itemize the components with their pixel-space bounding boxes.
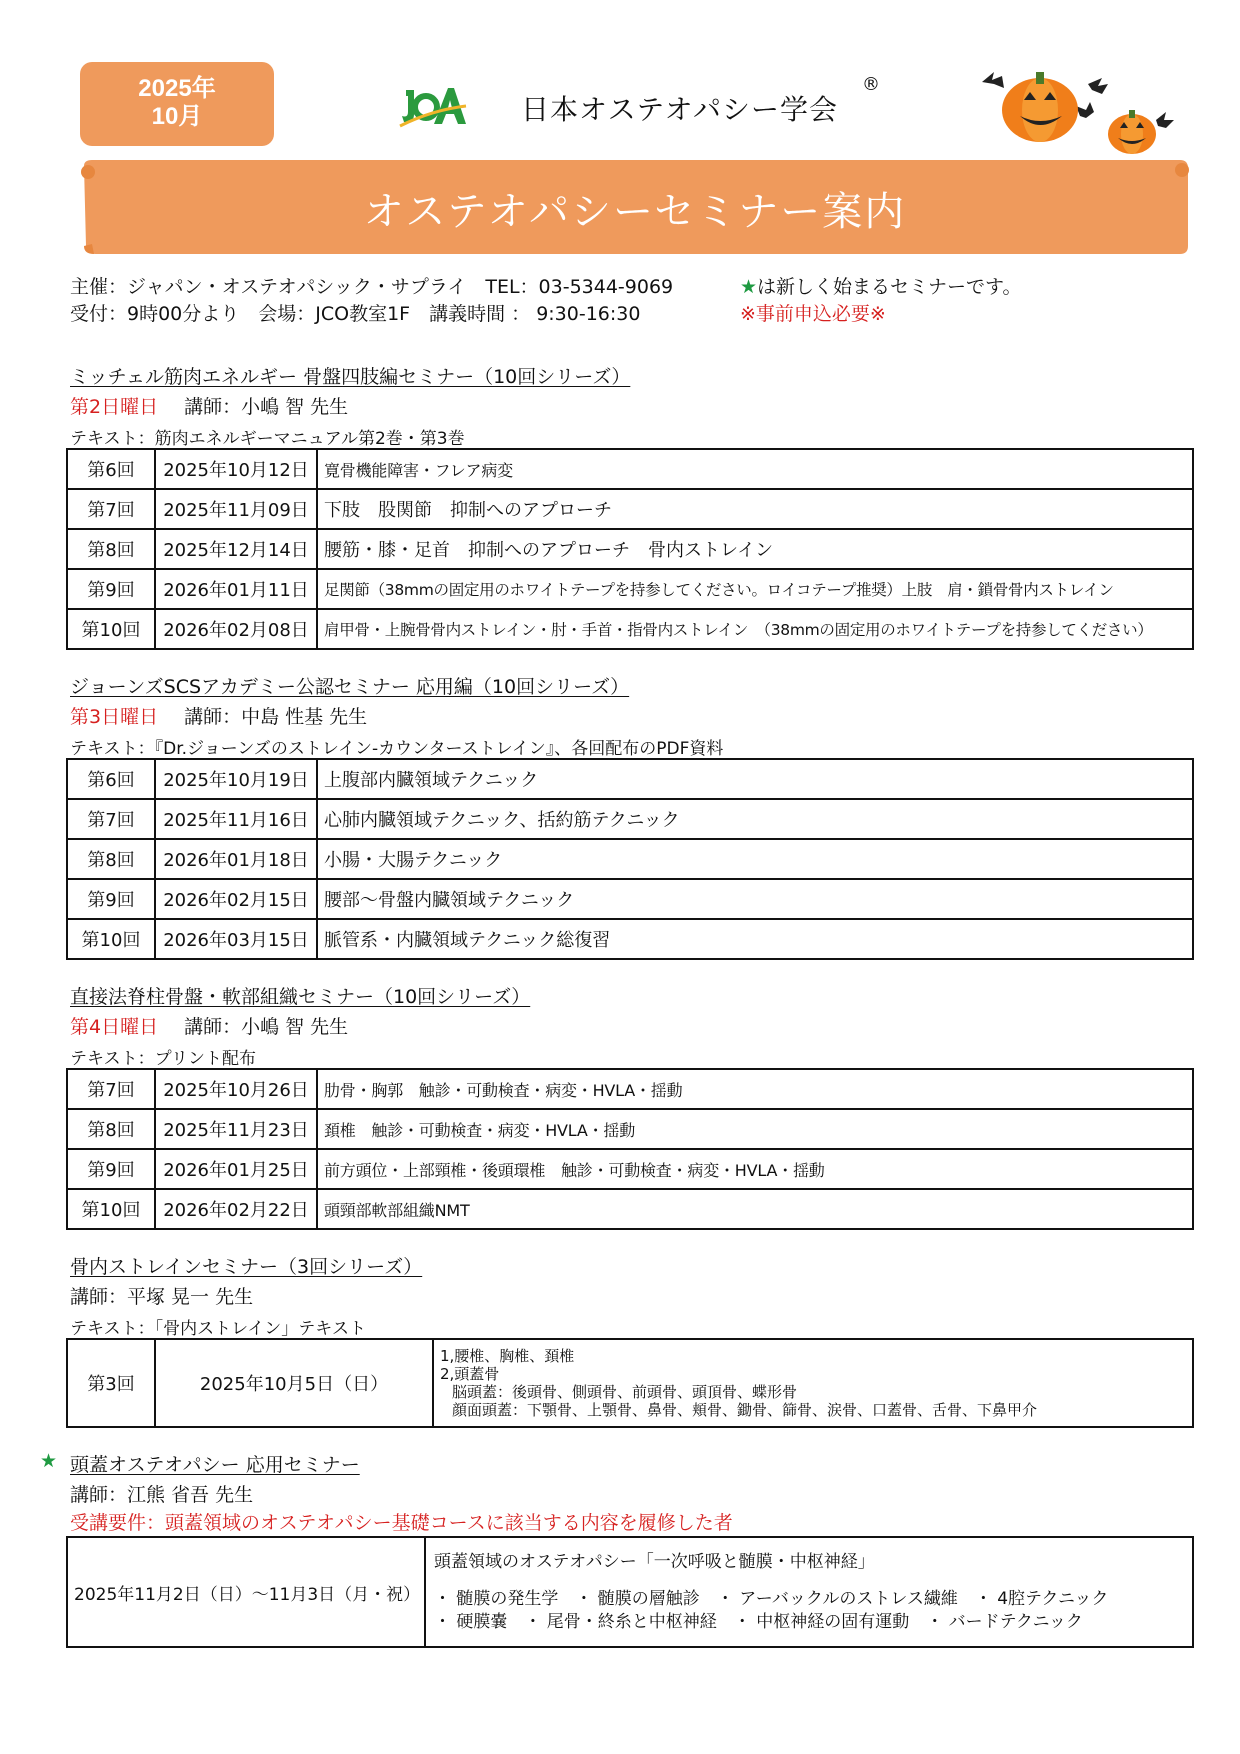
section-day-lecturer bbox=[70, 1012, 348, 1039]
table-row bbox=[67, 1109, 1193, 1149]
session-number: 第7回 bbox=[67, 1069, 155, 1109]
session-date: 2025年11月09日 bbox=[155, 489, 317, 529]
section-day-lecturer bbox=[70, 392, 348, 419]
session-date: 2026年02月08日 bbox=[155, 609, 317, 649]
session-number: 第6回 bbox=[67, 759, 155, 799]
schedule-table bbox=[66, 448, 1194, 650]
topic-line: 1,腰椎、胸椎、頚椎 bbox=[440, 1347, 575, 1365]
session-date: 2025年11月2日（日）～11月3日（月・祝） bbox=[67, 1537, 425, 1647]
organizer-line: 主催：ジャパン・オステオパシック・サプライ TEL：03-5344-9069 bbox=[70, 276, 674, 298]
date-badge-year: 2025年 bbox=[138, 75, 216, 102]
schedule-table bbox=[66, 758, 1194, 960]
session-topic: 腰筋・膝・足首 抑制へのアプローチ 骨内ストレイン bbox=[317, 529, 1193, 569]
table-row bbox=[67, 759, 1193, 799]
session-number: 第7回 bbox=[67, 489, 155, 529]
session-number: 第10回 bbox=[67, 609, 155, 649]
session-date: 2026年02月22日 bbox=[155, 1189, 317, 1229]
table-row bbox=[67, 799, 1193, 839]
table-row bbox=[67, 1069, 1193, 1109]
session-topic: 頭頸部軟部組織NMT bbox=[317, 1189, 1193, 1229]
date-badge-month: 10月 bbox=[151, 103, 203, 130]
section-title: 頭蓋オステオパシー 応用セミナー bbox=[70, 1454, 360, 1476]
session-date: 2025年11月16日 bbox=[155, 799, 317, 839]
session-date: 2025年10月19日 bbox=[155, 759, 317, 799]
session-topic: 肋骨・胸郭 触診・可動検査・病変・HVLA・揺動 bbox=[317, 1069, 1193, 1109]
session-number: 第7回 bbox=[67, 799, 155, 839]
session-date: 2026年01月25日 bbox=[155, 1149, 317, 1189]
session-topic: 下肢 股関節 抑制へのアプローチ bbox=[317, 489, 1193, 529]
table-row bbox=[67, 569, 1193, 609]
session-number: 第8回 bbox=[67, 529, 155, 569]
course-requirement: 受講要件：頭蓋領域のオステオパシー基礎コースに該当する内容を履修した者 bbox=[70, 1512, 733, 1534]
table-row bbox=[67, 839, 1193, 879]
session-topic: 腰部～骨盤内臓領域テクニック bbox=[317, 879, 1193, 919]
session-date: 2025年10月26日 bbox=[155, 1069, 317, 1109]
section-day-lecturer bbox=[70, 702, 367, 729]
session-date: 2026年01月11日 bbox=[155, 569, 317, 609]
session-topic: 足関節（38mmの固定用のホワイトテープを持参してください。ロイコテープ推奨）上肢 肩・鎖骨骨内ストレイン bbox=[317, 569, 1193, 609]
section-title: 直接法脊柱骨盤・軟部組織セミナー（10回シリーズ） bbox=[70, 986, 531, 1008]
session-date: 2026年03月15日 bbox=[155, 919, 317, 959]
session-number: 第8回 bbox=[67, 1109, 155, 1149]
session-number: 第9回 bbox=[67, 879, 155, 919]
session-number: 第8回 bbox=[67, 839, 155, 879]
section-title: ジョーンズSCSアカデミー公認セミナー 応用編（10回シリーズ） bbox=[70, 676, 630, 698]
pumpkin-bat-illustration bbox=[980, 68, 1180, 160]
session-number: 第9回 bbox=[67, 569, 155, 609]
session-date: 2025年10月5日（日） bbox=[155, 1339, 433, 1427]
session-topic: 上腹部内臓領域テクニック bbox=[317, 759, 1193, 799]
table-row bbox=[67, 879, 1193, 919]
session-number: 第6回 bbox=[67, 449, 155, 489]
session-topic: 寛骨機能障害・フレア病変 bbox=[317, 449, 1193, 489]
banner-title: オステオパシーセミナー案内 bbox=[363, 189, 907, 235]
event-info bbox=[70, 274, 673, 328]
session-topic: 頚椎 触診・可動検査・病変・HVLA・揺動 bbox=[317, 1109, 1193, 1149]
table-row bbox=[67, 1149, 1193, 1189]
topic-line: 2,頭蓋骨 bbox=[440, 1365, 500, 1383]
new-note-text: は新しく始まるセミナーです。 bbox=[757, 276, 1022, 298]
schedule-table bbox=[66, 1338, 1194, 1428]
section-text: テキスト：プリント配布 bbox=[70, 1049, 256, 1069]
session-topic: 小腸・大腸テクニック bbox=[317, 839, 1193, 879]
table-row bbox=[67, 529, 1193, 569]
topic-items: ・ 硬膜嚢 ・ 尾骨・終糸と中枢神経 ・ 中枢神経の固有運動 ・ バードテクニック bbox=[434, 1611, 1083, 1632]
section-day: 第4日曜日 bbox=[70, 1016, 159, 1038]
section-lecturer: 講師：江熊 省吾 先生 bbox=[70, 1484, 254, 1506]
table-row bbox=[67, 919, 1193, 959]
new-seminar-note bbox=[740, 274, 1022, 301]
session-number: 第3回 bbox=[67, 1339, 155, 1427]
session-topic bbox=[433, 1339, 1193, 1427]
table-row bbox=[67, 1339, 1193, 1427]
star-icon: ★ bbox=[740, 276, 758, 298]
title-banner bbox=[80, 160, 1190, 254]
session-number: 第10回 bbox=[67, 919, 155, 959]
date-badge bbox=[80, 62, 274, 146]
table-row bbox=[67, 1189, 1193, 1229]
session-date: 2025年12月14日 bbox=[155, 529, 317, 569]
table-row bbox=[67, 609, 1193, 649]
new-seminar-star bbox=[40, 1450, 57, 1472]
session-topic: 心肺内臓領域テクニック、括約筋テクニック bbox=[317, 799, 1193, 839]
schedule-table bbox=[66, 1068, 1194, 1230]
section-lecturer: 講師：中島 性基 先生 bbox=[184, 706, 368, 728]
notice-block bbox=[740, 274, 1022, 328]
topic-heading: 頭蓋領域のオステオパシー「一次呼吸と髄膜・中枢神経」 bbox=[434, 1551, 875, 1572]
section-lecturer: 講師：平塚 晃一 先生 bbox=[70, 1286, 254, 1308]
session-number: 第10回 bbox=[67, 1189, 155, 1229]
section-title: ミッチェル筋肉エネルギー 骨盤四肢編セミナー（10回シリーズ） bbox=[70, 366, 631, 388]
session-topic: 前方頭位・上部頸椎・後頭環椎 触診・可動検査・病変・HVLA・揺動 bbox=[317, 1149, 1193, 1189]
star-icon: ★ bbox=[40, 1450, 58, 1472]
topic-line: 顔面頭蓋：下顎骨、上顎骨、鼻骨、頬骨、鋤骨、篩骨、涙骨、口蓋骨、舌骨、下鼻甲介 bbox=[452, 1401, 1038, 1419]
section-text: テキスト：「骨内ストレイン」テキスト bbox=[70, 1319, 366, 1339]
session-date: 2026年01月18日 bbox=[155, 839, 317, 879]
session-date: 2025年10月12日 bbox=[155, 449, 317, 489]
venue-line: 受付：9時00分より 会場：JCO教室1F 講義時間 ： 9:30-16:30 bbox=[70, 303, 641, 325]
session-topic: 肩甲骨・上腕骨骨内ストレイン・肘・手首・指骨内ストレイン （38mmの固定用のホワイトテープを持参してください） bbox=[317, 609, 1193, 649]
section-lecturer: 講師：小嶋 智 先生 bbox=[184, 396, 349, 418]
registered-mark: ® bbox=[862, 74, 880, 95]
table-row bbox=[67, 489, 1193, 529]
section-day: 第2日曜日 bbox=[70, 396, 159, 418]
table-row bbox=[67, 1537, 1193, 1647]
schedule-table bbox=[66, 1536, 1194, 1648]
session-topic bbox=[425, 1537, 1193, 1647]
section-day: 第3日曜日 bbox=[70, 706, 159, 728]
session-date: 2025年11月23日 bbox=[155, 1109, 317, 1149]
topic-items: ・ 髄膜の発生学 ・ 髄膜の層触診 ・ アーバックルのストレス繊維 ・ 4腔テクニック bbox=[434, 1588, 1109, 1609]
session-date: 2026年02月15日 bbox=[155, 879, 317, 919]
society-name: 日本オステオパシー学会 bbox=[521, 93, 839, 126]
section-text: テキスト：筋肉エネルギーマニュアル第2巻・第3巻 bbox=[70, 429, 465, 449]
topic-line: 脳頭蓋：後頭骨、側頭骨、前頭骨、頭頂骨、蝶形骨 bbox=[452, 1383, 798, 1401]
section-text: テキスト：『Dr.ジョーンズのストレイン-カウンターストレイン』、各回配布のPDF資料 bbox=[70, 739, 724, 759]
advance-registration-note: ※事前申込必要※ bbox=[740, 303, 886, 325]
section-title: 骨内ストレインセミナー（3回シリーズ） bbox=[70, 1256, 423, 1278]
table-row bbox=[67, 449, 1193, 489]
session-number: 第9回 bbox=[67, 1149, 155, 1189]
section-lecturer: 講師：小嶋 智 先生 bbox=[184, 1016, 349, 1038]
joa-logo bbox=[396, 80, 468, 130]
session-topic: 脈管系・内臓領域テクニック総復習 bbox=[317, 919, 1193, 959]
